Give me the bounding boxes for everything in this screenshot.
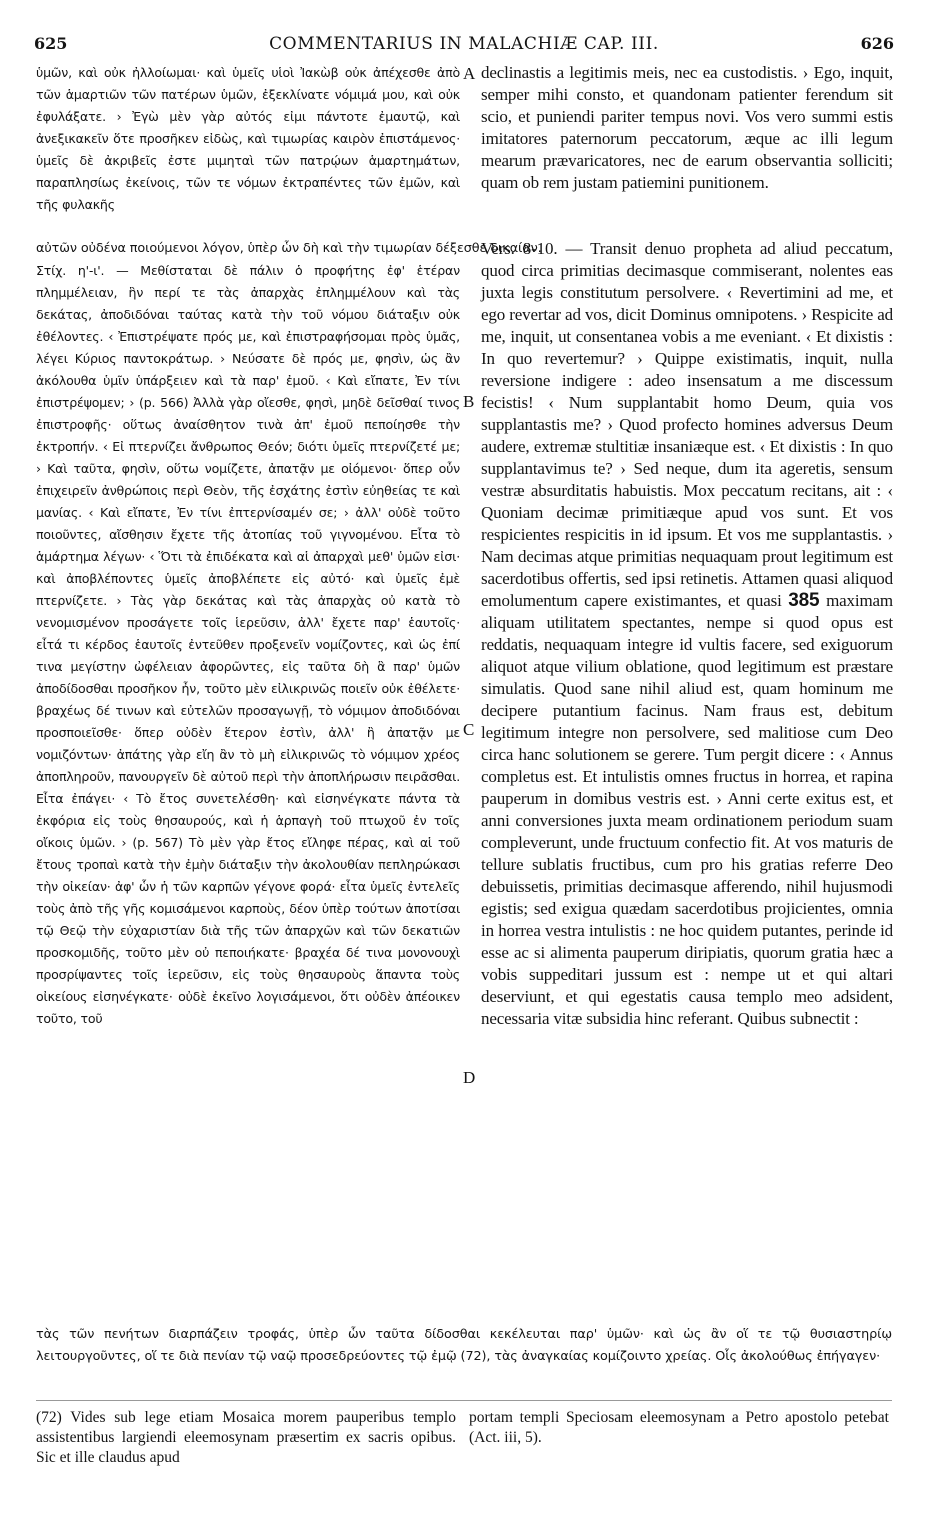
- footnote-right: portam templi Speciosam eleemosynam a Petro apostolo petebat (Act. iii, 5).: [469, 1409, 889, 1446]
- margin-marker-b: B: [463, 392, 475, 411]
- footnote-rule: [36, 1400, 892, 1401]
- latin-paragraph-2-text: Vers. 8-10. — Transit denuo propheta ad aliud peccatum, quod circa primitias decimasque commiserant, nolentes eas juxta legis constitutum persolvere. ‹ Revertimini ad me, et ego revertar ad vos, dicit Dominus omnipotens. › Respicite ad me, inquit, ut consentanea vobis a me eveniant. ‹ Et dixistis : In quo revertemur? › Quippe existimatis, inquit, nulla reversione indigere : adeo insensatum a me discessum fecistis! ‹ Num supplantabit homo Deum, quia vos supplantastis me? › Quod profecto homines adversus Deum audere, extremæ stultitiæ insaniæque est. ‹ Et dixistis : In quo supplantavimus te? › Sed neque, dum ita ageretis, sensum vestræ absurditatis habuistis. Mox peccatum recitans, ait : ‹ Quoniam decimæ primitiæque apud vos sunt. Et vos respicientes respicitis in id ipsum. Et vos me supplantastis. › Nam decimas atque primitias nequaquam prout legitimum est sacerdotibus offertis, sed ipsi retinetis. Attamen quasi aliquod emolumentum capere existimantes, et quasi: [481, 239, 893, 610]
- spanning-paragraph: τὰς τῶν πενήτων διαρπάζειν τροφάς, ὑπὲρ ὧν ταῦτα δίδοσθαι κεκέλευται παρ' ὑμῶν· καὶ ὡς ἂν οἵ τε τῷ θυσιαστηρίῳ λειτουργοῦντες, οἵ τε διὰ πενίαν τῷ ναῷ προσεδρεύοντες τῷ ἐμῷ (72), τὰς ἀναγκαίας κομίζοιντο χρείας. Οἷς ἀκολούθως ἐπήγαγεν·: [36, 1327, 892, 1364]
- greek-column: [36, 62, 460, 1030]
- margin-marker-d: D: [463, 1068, 476, 1087]
- footnote-left: (72) Vides sub lege etiam Mosaica morem pauperibus templo assistentibus largiendi eleemosynam præsertim ex sacris opibus. Sic et ille claudus apud: [36, 1409, 456, 1466]
- page-number-right: 626: [860, 34, 894, 53]
- page-number-left: 625: [34, 34, 68, 53]
- latin-paragraph-1: declinastis a legitimis meis, nec ea custodistis. › Ego, inquit, semper mihi consto, et quandonam patienter ferendum sit scio, et puniendi pariter tempus novi. Vos vero summi estis imitatores paternorum peccatorum, æque ac illi legum mearum prævaricatores, nec de earum observantia solliciti; quam ob rem justam patiemini punitionem.: [481, 63, 893, 192]
- margin-marker-a: A: [463, 64, 476, 83]
- greek-paragraph-2: Στίχ. η'-ι'. — Μεθίσταται δὲ πάλιν ὁ προφήτης ἐφ' ἑτέραν πλημμέλειαν, ἣν περί τε τὰς ἀπαρχὰς ἐπλημμέλουν καὶ τὰς δεκάτας, ἀποδιδόναι ταύτας κατὰ τὴν τοῦ νόμου διάταξιν οὐκ ἐθέλοντες. ‹ Ἐπιστρέψατε πρός με, καὶ ἐπιστραφήσομαι πρὸς ὑμᾶς, λέγει Κύριος παντοκράτωρ. › Νεύσατε δὲ πρός με, φησὶν, ὡς ἂν ἀκόλουθα ὑμῖν ὑπάρξειεν καὶ τὰ παρ' ἐμοῦ. ‹ Καὶ εἴπατε, Ἐν τίνι ἐπιστρέψομεν; › (p. 566) Ἀλλὰ γὰρ οἴεσθε, φησὶ, μηδὲ δεῖσθαί τινος ἐπιστροφῆς· οὕτως ἀναίσθητον τινὰ ἀπ' ἐμοῦ πεποίησθε τὴν ἐκτροπήν. ‹ Εἰ πτερνίζει ἄνθρωπος Θεόν; διότι ὑμεῖς πτερνίζετέ με; › Καὶ ταῦτα, φησὶν, οὕτω νομίζετε, ἀπατᾷν με οἰόμενοι· ὅπερ οὖν ἐπιχειρεῖν ἀνθρώποις περὶ Θεὸν, τῆς ἐσχάτης ἐστὶν εὐηθείας τε καὶ μανίας. ‹ Καὶ εἴπατε, Ἐν τίνι ἐπτερνίσαμέν σε; › ἀλλ' οὐδὲ τοῦτο ποιοῦντες, αἴσθησιν ἔχετε τῆς ἀτοπίας τοῦ γιγνομένου. Εἶτα τὸ ἁμάρτημα λέγων· ‹ Ὅτι τὰ ἐπιδέκατα καὶ αἱ ἀπαρχαὶ μεθ' ὑμῶν εἰσι· καὶ ἀποβλέποντες ὑμεῖς ἀποβλέπετε εἰς αὐτό· καὶ ὑμεῖς ἐμὲ πτερνίζετε. › Τὰς γὰρ δεκάτας καὶ τὰς ἀπαρχὰς οὐ κατὰ τὸ νενομισμένον προσάγετε τοῖς ἱερεῦσιν, ἀλλ' ἔχετε παρ' ἑαυτοῖς· εἶτά τι κέρδος ἑαυτοῖς ἐντεῦθεν προξενεῖν νομίζοντες, καὶ ὡς ἐπί τινα μεγίστην ὠφέλειαν ἀφορῶντες, εἰς ταῦτα δὴ ἃ παρ' ὑμῶν ἀποδίδοσθαι προσῆκον ἦν, τοῦτο μὲν εἰλικρινῶς ποιεῖν οὐκ ἐθέλετε· βραχέως δέ τινων καὶ εὐτελῶν προσαγωγῇ, τὸ νόμιμον ἀποδιδόναι προσποιεῖσθε· ὅπερ οὐδὲν ἕτερον ἐστὶν, ἀλλ' ἢ ἀπατᾷν με νομιζόντων· ἀπάτης γὰρ εἴη ἂν τὸ μὴ εἰλικρινῶς τὸ νόμιμον χρέος ἀποπληροῦν, πανουργεῖν δὲ αὐτοῦ περὶ τὴν ἀποπλήρωσιν πειρᾶσθαι. Εἶτα ἐπάγει· ‹ Τὸ ἔτος συνετελέσθη· καὶ εἰσηνέγκατε πάντα τὰ ἐκφόρια εἰς τοὺς θησαυρούς, καὶ ἡ ἁρπαγὴ τοῦ πτωχοῦ ἐν τοῖς οἴκοις ὑμῶν. › (p. 567) Τὸ μὲν γὰρ ἔτος εἴληφε πέρας, καὶ αἱ τοῦ ἔτους τροπαὶ κατὰ τὴν ἐμὴν διάταξιν τὴν ἀκολουθίαν πεπληρώκασι τὴν οἰκείαν· ἀφ' ὧν ἡ τῶν καρπῶν γέγονε φορά· εἶτα ὑμεῖς ἐντελεῖς τοὺς ἀπὸ τῆς γῆς κομισάμενοι καρποὺς, δέον ὑπὲρ τούτων ἀποτίσαι τῷ Θεῷ τὴν εὐχαριστίαν διὰ τῆς τῶν ἀπαρχῶν καὶ τῶν δεκατιῶν προσκομιδῆς, τοῦτο μὲν οὐ πεποιήκατε· βραχέα δέ τινα μονονουχὶ προσρίψαντες τοῖς ἱερεῦσιν, εἰς τοὺς θησαυροὺς ἅπαντα τοὺς οἰκείους εἰσηνέγκατε· οὐδὲ ἐκεῖνο λογισάμενοι, ὅτι οὐδὲν ἀπέοικεν τοῦτο, τοῦ: [36, 263, 460, 1026]
- page-header: [34, 34, 894, 58]
- latin-paragraph-2: [481, 238, 893, 1030]
- column-number: 385: [788, 590, 820, 611]
- latin-column: [481, 62, 893, 1030]
- spanning-line: αὐτῶν οὐδένα ποιούμενοι λόγον, ὑπὲρ ὧν δὴ καὶ τὴν τιμωρίαν δέξεσθε δικαίαν.: [36, 241, 542, 256]
- latin-paragraph-3: maximam aliquam utilitatem spectantes, nempe si quod opus est reddatis, nequaquam integre id vultis facere, sed exiguorum aliquot atque vilium oblatione, quod legitimum est præstare simulatis. Quod sane nihil aliud est, quam hominum me decipere putantium facinus. Nam fraus est, debitum legitimum integre non persolvere, sed malitiose cum Deo circa hanc solutionem se gerere. Tum pergit dicere : ‹ Annus completus est. Et intulistis omnes fructus in horrea, et rapina pauperum in domibus vestris est. › Anni certe exitus est, et anni conversiones juxta meam ordinationem periodum suam compleverunt, unde fructuum confectio fit. At vos maturis de tellure sublatis fructibus, cum pro his gratias referre Deo debuissetis, primitias decimasque afferendo, nihil hujusmodi egistis; sed exigua quædam sacerdotibus projicientes, omnia in horrea vestra intulistis : ne hoc quidem putantes, perinde id esse ac si alimenta pauperum diripiatis, quorum gratia hæc a vobis suppeditari jussum est : nempe ut et qui altari deserviunt, et qui egestatis causa templo meo adsident, necessaria vitæ subsidia hinc referant. Quibus subnectit :: [481, 591, 893, 1028]
- greek-paragraph-1: ὑμῶν, καὶ οὐκ ἠλλοίωμαι· καὶ ὑμεῖς υἱοὶ Ἰακὼβ οὐκ ἀπέχεσθε ἀπὸ τῶν ἁμαρτιῶν τῶν πατέρων ὑμῶν, ἐξεκλίνατε νόμιμά μου, καὶ οὐκ ἐφυλάξατε. › Ἐγὼ μὲν γὰρ αὐτός εἰμι πάντοτε ἐμαυτῷ, καὶ ἀνεξικακεῖν ὅτε προσῆκεν εἰδὼς, καὶ τιμωρίας καιρὸν ἐπιστάμενος· ὑμεῖς δὲ ἀκριβεῖς ἐστε μιμηταὶ τῶν πατρῴων ἁμαρτημάτων, παραπλησίως ἐκείνοις, τῶν τε νόμων ἐκτραπέντες τῶν ἐμῶν, καὶ τῆς φυλακῆς: [36, 65, 460, 212]
- running-title: COMMENTARIUS IN MALACHIÆ CAP. III.: [269, 34, 659, 54]
- margin-marker-c: C: [463, 720, 475, 739]
